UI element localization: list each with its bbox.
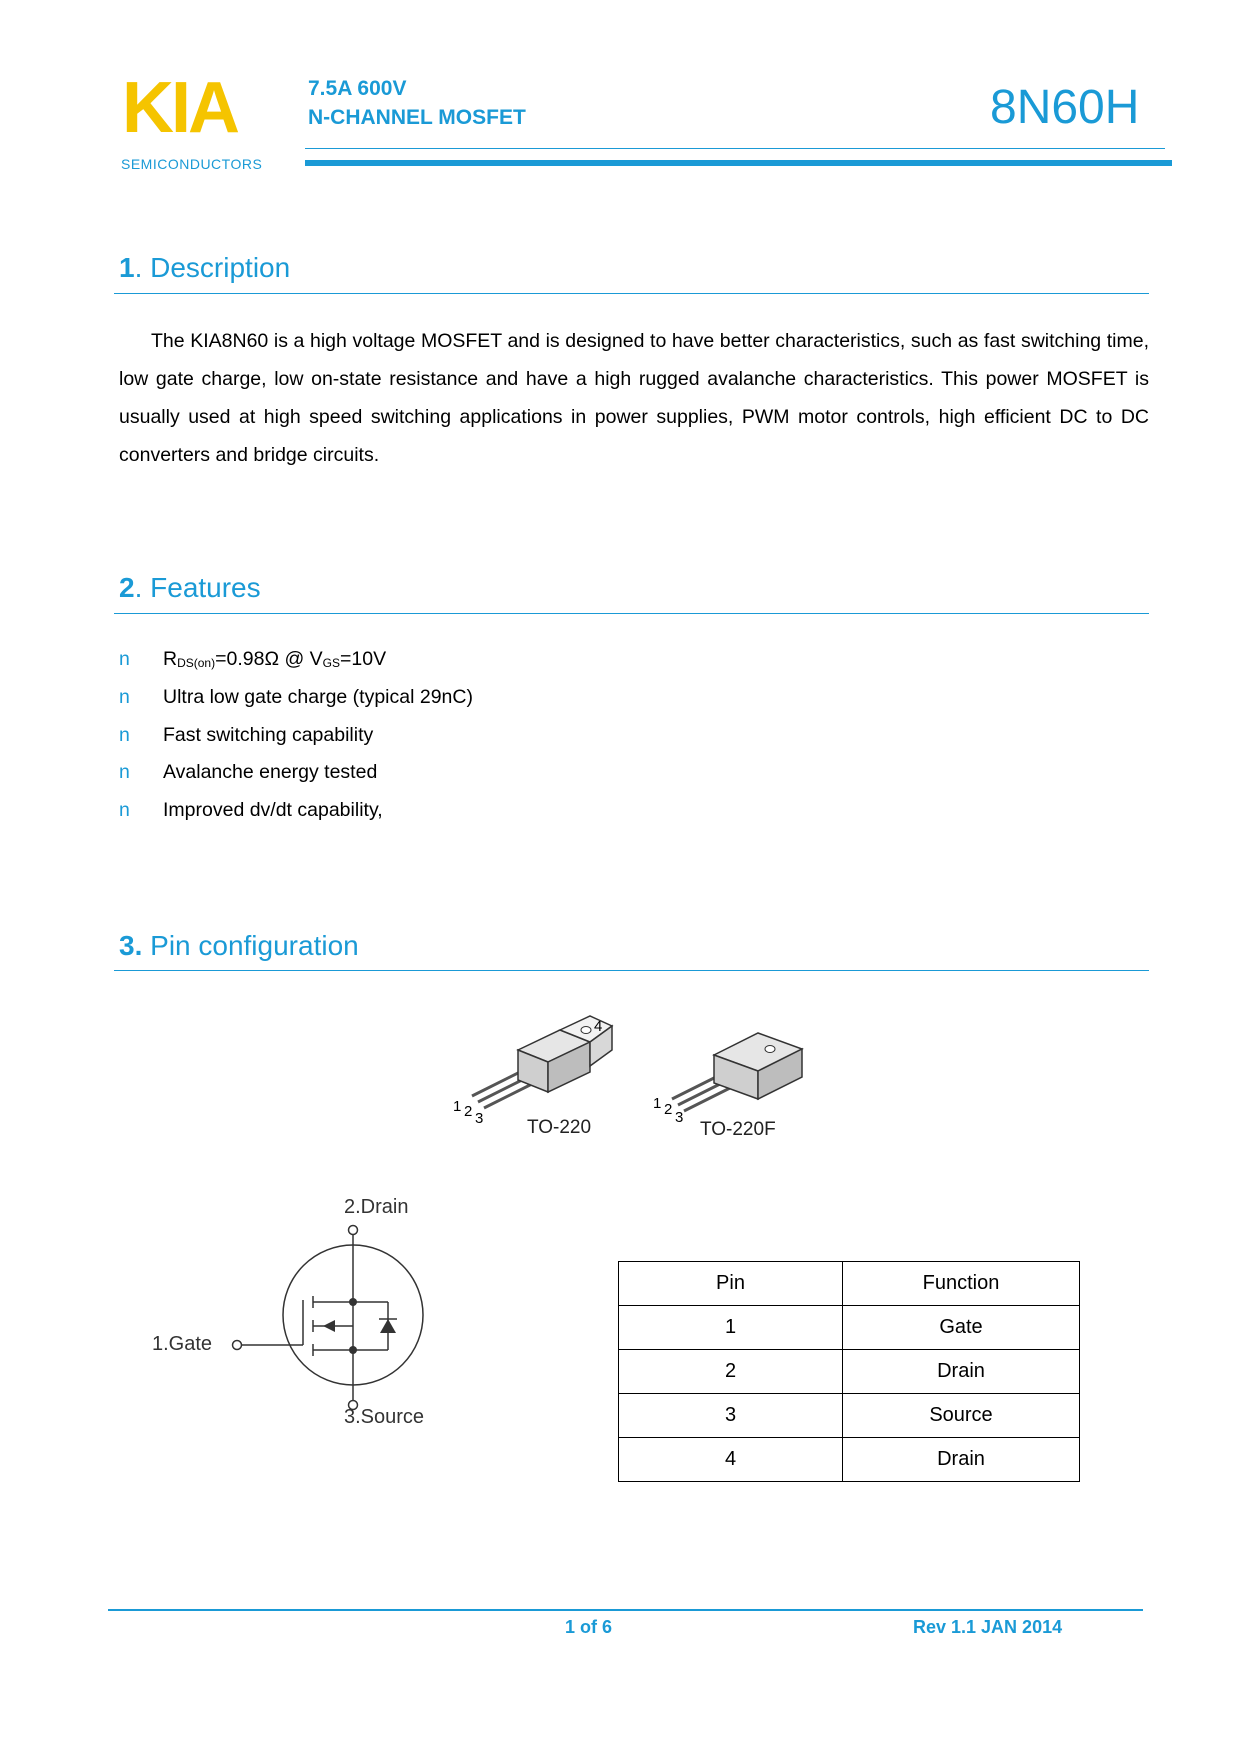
description-paragraph: The KIA8N60 is a high voltage MOSFET and is designed to have better characteristics, such as fast switching time, low gate charge, low on-state resistance and have a high rugged avalanche characteristics. This power MOSFET is usually used at high speed switching applications in power supplies, PWM motor controls, high efficient DC to DC converters and bridge circuits.: [119, 330, 1149, 466]
section-title-description: 1. Description: [119, 252, 291, 283]
table-cell-pin: 4: [619, 1438, 843, 1482]
feature-item: [119, 753, 819, 791]
feature-text: Ultra low gate charge (typical 29nC): [163, 686, 473, 708]
feature-item: [119, 640, 819, 678]
product-rating: 7.5A 600V: [308, 77, 407, 100]
table-cell-function: Gate: [843, 1306, 1080, 1350]
feature-text: Avalanche energy tested: [163, 761, 378, 783]
bullet-icon: n: [119, 686, 130, 708]
table-cell-pin: 2: [619, 1350, 843, 1394]
pin-label-3: 3: [675, 1109, 684, 1126]
package-label-to220: TO-220: [527, 1117, 592, 1138]
pin-label-4: 4: [594, 1018, 603, 1035]
mosfet-schematic: [225, 1220, 455, 1430]
feature-item: [119, 678, 819, 716]
pin-label-1: 1: [653, 1095, 662, 1112]
logo-subtitle: SEMICONDUCTORS: [121, 156, 263, 172]
bullet-icon: n: [119, 799, 130, 821]
feature-item: [119, 791, 819, 829]
pin-label-2: 2: [464, 1103, 473, 1120]
table-cell-function: Source: [843, 1394, 1080, 1438]
feature-rds: $R_{DS(on)}=0.98\Omega$ @ $V_{GS}=10V$: [163, 648, 387, 670]
bullet-icon: n: [119, 648, 130, 670]
package-label-to220f: TO-220F: [700, 1119, 776, 1140]
feature-item: [119, 716, 819, 754]
section-rule: [114, 293, 1149, 294]
revision-date: Rev 1.1 JAN 2014: [913, 1617, 1063, 1637]
page-number: 1 of 6: [565, 1617, 613, 1637]
table-header-row: [619, 1262, 1080, 1306]
footer-rule: [108, 1609, 1143, 1611]
table-row: [619, 1438, 1080, 1482]
section-rule: [114, 613, 1149, 614]
header-rule-thin: [305, 148, 1165, 149]
table-cell-pin: 1: [619, 1306, 843, 1350]
table-cell-function: Drain: [843, 1350, 1080, 1394]
table-header-pin: Pin: [619, 1262, 843, 1306]
logo-kia: KIA: [122, 68, 237, 148]
section-title-features: 2. Features: [119, 572, 261, 603]
schematic-drain-label: 2.Drain: [344, 1196, 409, 1218]
pin-function-table: [618, 1261, 1080, 1482]
feature-text: Fast switching capability: [163, 724, 374, 746]
feature-text: Improved dv/dt capability,: [163, 799, 383, 821]
pin-label-2: 2: [664, 1101, 673, 1118]
section-title-pin-config: 3. Pin configuration: [119, 930, 359, 961]
table-header-function: Function: [843, 1262, 1080, 1306]
table-cell-function: Drain: [843, 1438, 1080, 1482]
pin-label-3: 3: [475, 1110, 484, 1127]
bullet-icon: n: [119, 761, 130, 783]
schematic-gate-label: 1.Gate: [152, 1333, 213, 1355]
table-row: [619, 1394, 1080, 1438]
table-cell-pin: 3: [619, 1394, 843, 1438]
table-row: [619, 1350, 1080, 1394]
schematic-source-label: 3.Source: [344, 1406, 425, 1428]
bullet-icon: n: [119, 724, 130, 746]
header-rule-thick: [305, 160, 1172, 166]
pin-label-1: 1: [453, 1098, 462, 1115]
part-number: 8N60H: [990, 81, 1140, 134]
table-row: [619, 1306, 1080, 1350]
product-type: N-CHANNEL MOSFET: [308, 106, 526, 129]
section-rule: [114, 970, 1149, 971]
